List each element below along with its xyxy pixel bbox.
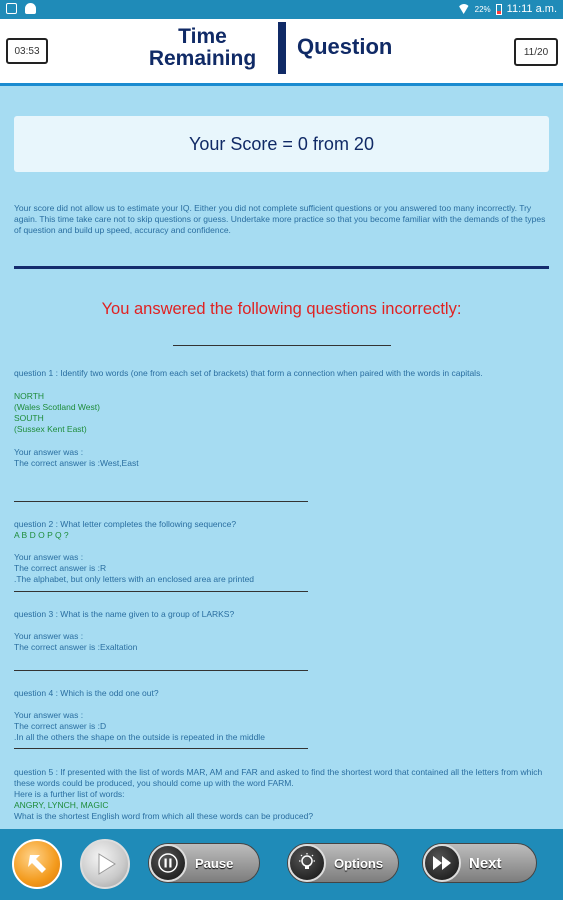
question-2-line: A B D O P Q ? (14, 530, 69, 540)
battery-icon (496, 4, 502, 15)
timer-display: 03:53 (6, 38, 48, 64)
question-2 (14, 519, 549, 585)
title-line-2: Remaining (148, 47, 257, 70)
question-5-prompt: question 5 : If presented with the list of words MAR, AM and FAR and asked to find the shortest word that contained all the letters from which these words could be produced, you should come up with the word FARM. (14, 767, 543, 788)
status-bar (0, 0, 563, 19)
question-1-your-answer: Your answer was : (14, 447, 84, 457)
options-label: Options (334, 855, 384, 871)
battery-percent: 22% (474, 4, 491, 14)
next-button[interactable] (422, 843, 537, 883)
question-1-prompt: question 1 : Identify two words (one from each set of brackets) that form a connection when paired with the words in capitals. (14, 368, 483, 378)
fast-forward-icon (423, 844, 461, 882)
question-4 (14, 688, 549, 743)
next-label: Next (469, 854, 502, 872)
section-divider (14, 266, 549, 269)
question-1-line: (Sussex Kent East) (14, 424, 87, 434)
question-5-line: What is the shortest English word from which all these words can be produced? (14, 811, 314, 821)
question-2-prompt: question 2 : What letter completes the following sequence? (14, 519, 237, 529)
question-1-line: SOUTH (14, 413, 44, 423)
incorrect-heading: You answered the following questions incorrectly: (101, 300, 462, 318)
status-clock: 11:11 a.m. (506, 3, 557, 15)
title-line-1: Time (178, 25, 227, 48)
question-1-correct-answer: The correct answer is :West,East (14, 458, 139, 468)
question-divider (14, 748, 308, 749)
quiz-header (0, 19, 563, 86)
question-2-your-answer: Your answer was : (14, 552, 84, 562)
question-5-line: ANGRY, LYNCH, MAGIC (14, 800, 109, 810)
question-divider (14, 591, 308, 592)
question-4-your-answer: Your answer was : (14, 710, 84, 720)
back-button[interactable] (12, 839, 62, 889)
question-title: Question (297, 34, 393, 59)
question-3-your-answer: Your answer was : (14, 631, 84, 641)
question-divider (14, 670, 308, 671)
lightbulb-icon (288, 844, 326, 882)
score-text: Your Score = 0 from 20 (189, 133, 374, 154)
question-1 (14, 368, 549, 469)
back-arrow-icon (22, 849, 52, 879)
question-3-correct-answer: The correct answer is :Exaltation (14, 642, 138, 652)
score-card (14, 116, 549, 172)
question-2-explanation: .The alphabet, but only letters with an enclosed area are printed (14, 574, 255, 584)
header-divider (278, 22, 286, 74)
pause-label: Pause (195, 855, 234, 871)
time-remaining-title (130, 26, 275, 70)
image-notification-icon (6, 3, 17, 14)
bottom-controls (0, 829, 563, 900)
question-divider (14, 501, 308, 502)
question-1-line: NORTH (14, 391, 45, 401)
question-3-prompt: question 3 : What is the name given to a group of LARKS? (14, 609, 235, 619)
question-4-correct-answer: The correct answer is :D (14, 721, 107, 731)
android-notification-icon (25, 3, 36, 14)
result-message: Your score did not allow us to estimate your IQ. Either you did not complete sufficient questions or you answered too many incorrectly. Try again. This time take care not to skip questions or guess. Undertake more practice so that you become familiar with the demands of the types of question and build up speed, accuracy and confidence. (14, 203, 546, 235)
question-4-prompt: question 4 : Which is the odd one out? (14, 688, 159, 698)
question-1-line: (Wales Scotland West) (14, 402, 100, 412)
play-icon (90, 849, 120, 879)
question-5 (14, 767, 549, 822)
wifi-icon (458, 4, 470, 14)
pause-button[interactable] (148, 843, 260, 883)
question-2-correct-answer: The correct answer is :R (14, 563, 107, 573)
question-counter: 11/20 (514, 38, 558, 66)
heading-underline (173, 345, 391, 346)
question-4-explanation: .In all the others the shape on the outside is repeated in the middle (14, 732, 265, 742)
pause-icon (149, 844, 187, 882)
question-3 (14, 609, 549, 653)
question-5-line: Here is a further list of words: (14, 789, 125, 799)
play-button[interactable] (80, 839, 130, 889)
options-button[interactable] (287, 843, 399, 883)
